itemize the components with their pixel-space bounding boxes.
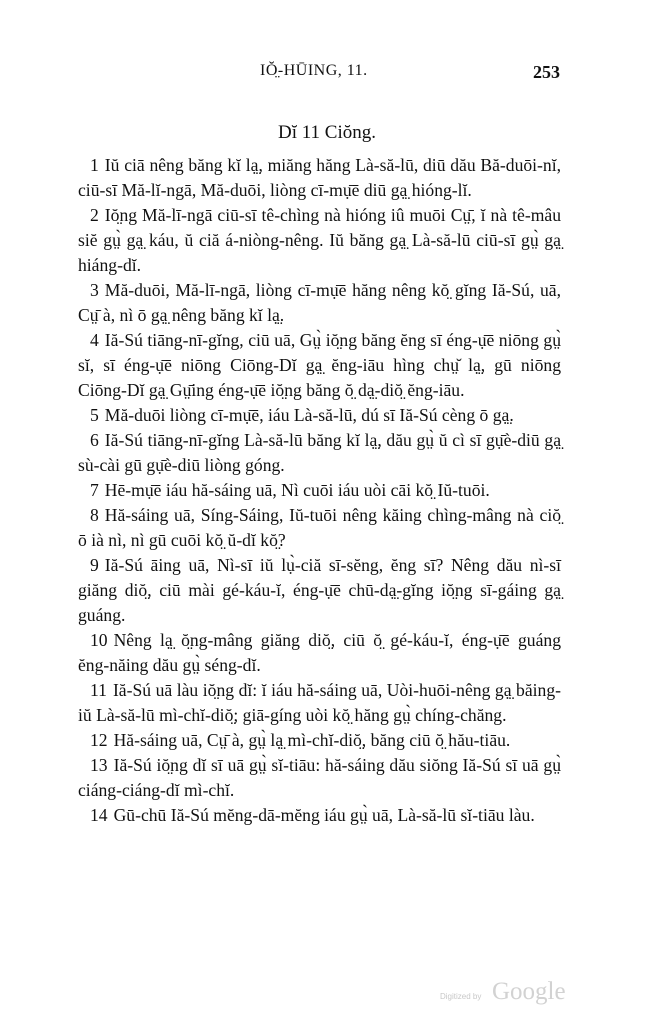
- verse-number: 12: [90, 730, 108, 750]
- verse-number: 11: [90, 680, 107, 700]
- verse-text: Gū-chū Iă-Sú mĕng-dā-mĕng iáu gṳ̀ uā, Là-să-lū sĭ-tiāu làu.: [113, 805, 535, 825]
- verse-text: Iă-Sú tiāng-nī-gĭng Là-să-lū băng kĭ lạ̤, dău gṳ̀ ŭ cì sī gụ̄è-diū gạ̤ sù-cài gū gụ̄è-diū liòng góng.: [78, 430, 561, 475]
- running-title: IŎ̤-HŪING, 11.: [260, 62, 368, 79]
- verse: [78, 278, 561, 328]
- verse: [78, 753, 561, 803]
- verse-number: 5: [90, 405, 99, 425]
- verse-text: Hē-mụ̄ē iáu hă-sáing uā, Nì cuōi iáu uòi cāi kŏ̤ Iŭ-tuōi.: [104, 480, 490, 500]
- page-number: 253: [533, 62, 560, 82]
- verse-text: Iŏ̤ng Mă-lī-ngā ciū-sī tê-chìng nà hióng iû muōi Cṳ̄, ĭ nà tê-mâu siĕ gṳ̀ gạ̤ káu, ŭ ciă á-niòng-nêng. Iŭ băng gạ̤ Là-să-lū ciū-sī gṳ̀ gạ̤ hiáng-dĭ.: [78, 205, 561, 275]
- google-logo: Google: [492, 978, 566, 1005]
- verse-text: Iă-Sú tiāng-nī-gĭng, ciū uā, Gṳ̀ iŏ̤ng băng ĕng sī éng-ụ̄ē niōng gṳ̀ sĭ, sī éng-ụ̄ē niōng Ciōng-Dĭ gạ̤ ĕng-iāu hìng chṳ̆ lạ̤, gū niōng Ciōng-Dĭ gạ̤ Gṳ̄ing éng-ụ̄ē iŏ̤ng băng ŏ̤ dạ̤-diŏ̤ ĕng-iāu.: [78, 330, 561, 400]
- verse-text: Iă-Sú uā làu iŏ̤ng dĭ: ĭ iáu hă-sáing uā, Uòi-huōi-nêng gạ̤ băing-iŭ Là-să-lū mì-chĭ-diŏ̤; giā-gíng uòi kŏ̤ hăng gṳ̀ chíng-chăng.: [78, 680, 561, 725]
- verse-list: [78, 153, 561, 828]
- verse: [78, 203, 561, 278]
- verse-number: 4: [90, 330, 99, 350]
- verse: [78, 503, 561, 553]
- verse: [78, 403, 561, 428]
- verse-number: 7: [90, 480, 99, 500]
- verse: [78, 678, 561, 728]
- verse-text: Nêng lạ̤ ŏ̤ng-mâng giăng diŏ̤, ciū ŏ̤ gé-káu-ĭ, éng-ụ̄ē guáng ĕng-năing dău gṳ̀ séng-dĭ.: [78, 630, 561, 675]
- verse-number: 13: [90, 755, 108, 775]
- verse: [78, 153, 561, 203]
- verse: [78, 478, 561, 503]
- verse-number: 6: [90, 430, 99, 450]
- verse: [78, 628, 561, 678]
- verse: [78, 728, 561, 753]
- verse-number: 14: [90, 805, 108, 825]
- verse-text: Iă-Sú iŏ̤ng dĭ sī uā gṳ̀ sĭ-tiāu: hă-sáing dău siŏng Iă-Sú sī uā gṳ̀ ciáng-ciáng-dĭ mì-chĭ.: [78, 755, 561, 800]
- google-watermark: [440, 978, 580, 1006]
- verse: [78, 328, 561, 403]
- verse-text: Hă-sáing uā, Cṳ̄ à, gṳ̀ lạ̤ mì-chĭ-diŏ̤, băng ciū ŏ̤ hău-tiāu.: [113, 730, 511, 750]
- verse-text: Iă-Sú āing uā, Nì-sī iŭ lụ̀-ciă sī-sĕng, ĕng sī? Nêng dău nì-sī giăng diŏ̤, ciū mài gé-káu-ĭ, éng-ụ̄ē chū-dạ̤-gĭng iŏ̤ng sī-gáing gạ̤ guáng.: [78, 555, 561, 625]
- verse-number: 9: [90, 555, 99, 575]
- verse: [78, 428, 561, 478]
- verse-number: 8: [90, 505, 99, 525]
- watermark-caption: Digitized by: [440, 992, 482, 1001]
- verse-number: 10: [90, 630, 108, 650]
- verse: [78, 553, 561, 628]
- verse: [78, 803, 561, 828]
- verse-text: Mă-duōi, Mă-lī-ngā, liòng cī-mụ̄ē hăng nêng kŏ̤ gĭng Iă-Sú, uā, Cṳ̄ à, nì ō gạ̤ nêng băng kĭ lạ̤.: [78, 280, 561, 325]
- running-head: [60, 62, 560, 86]
- verse-number: 2: [90, 205, 99, 225]
- verse-number: 3: [90, 280, 99, 300]
- verse-text: Iŭ ciā nêng băng kĭ lạ̤, miăng hăng Là-să-lū, diū dău Bă-duōi-nĭ, ciū-sī Mă-lĭ-ngā, Mă-duōi, liòng cī-mụ̄ē diū gạ̤ hióng-lĭ.: [78, 155, 561, 200]
- verse-number: 1: [90, 155, 99, 175]
- chapter-title: Dĭ 11 Ciŏng.: [278, 122, 376, 143]
- verse-text: Hă-sáing uā, Síng-Sáing, Iŭ-tuōi nêng kăing chìng-mâng nà ciŏ̤ ō ià nì, nì gū cuōi kŏ̤ ŭ-dĭ kŏ̤?: [78, 505, 561, 550]
- verse-text: Mă-duōi liòng cī-mụ̄ē, iáu Là-să-lū, dú sī Iă-Sú cèng ō gạ̤.: [104, 405, 514, 425]
